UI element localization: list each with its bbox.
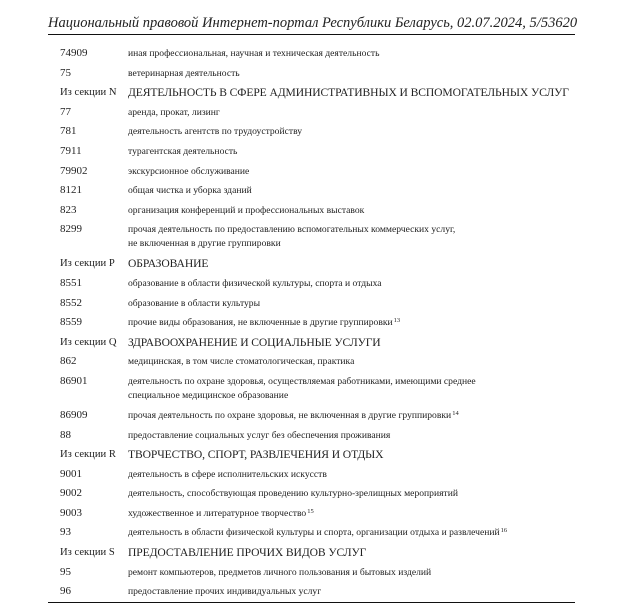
section-title: ЗДРАВООХРАНЕНИЕ И СОЦИАЛЬНЫЕ УСЛУГИ [128, 335, 381, 349]
table-row [48, 220, 575, 254]
section-title: ТВОРЧЕСТВО, СПОРТ, РАЗВЛЕЧЕНИЯ И ОТДЫХ [128, 448, 384, 462]
row-code: 8552 [60, 296, 82, 309]
table-row [48, 122, 575, 142]
table-row [48, 426, 575, 446]
row-description [128, 372, 575, 406]
row-code: 86909 [60, 408, 88, 421]
section-label: Из секции P [60, 258, 115, 270]
row-code: 93 [60, 526, 71, 539]
row-description: турагентская деятельность [128, 145, 238, 157]
row-code: 9001 [60, 467, 82, 480]
row-description [128, 313, 575, 330]
table-row [48, 582, 575, 603]
table-row [48, 484, 575, 504]
footnote-ref[interactable]: 16 [500, 527, 508, 535]
row-code: 95 [60, 565, 71, 578]
table-row [48, 294, 575, 314]
section-label: Из секции Q [60, 336, 117, 348]
section-label: Из секции S [60, 547, 115, 559]
row-description-text: прочие виды образования, не включенные в другие группировки [128, 317, 393, 329]
table-row [48, 406, 575, 426]
row-description-line-1: прочая деятельность по предоставлению вспомогательных коммерческих услуг, [128, 224, 456, 236]
row-code: 79902 [60, 164, 88, 177]
section-title: ПРЕДОСТАВЛЕНИЕ ПРОЧИХ ВИДОВ УСЛУГ [128, 546, 367, 560]
footnote-ref[interactable]: 14 [452, 409, 459, 417]
table-row [48, 523, 575, 543]
row-code: 8121 [60, 184, 82, 197]
section-row [48, 83, 575, 103]
row-code: 8299 [60, 223, 82, 236]
row-description-line-2: специальное медицинское образование [128, 389, 289, 401]
row-description-text: деятельность в области физической культуры и спорта, организации отдыха и развлечений [128, 527, 500, 539]
section-label: Из секции N [60, 87, 117, 99]
row-code: 9003 [60, 506, 82, 519]
section-label: Из секции R [60, 449, 116, 461]
row-code: 862 [60, 355, 77, 368]
row-description: общая чистка и уборка зданий [128, 185, 252, 197]
row-code: 88 [60, 428, 71, 441]
row-description: предоставление социальных услуг без обеспечения проживания [128, 429, 391, 441]
row-description-text: прочая деятельность по охране здоровья, не включенная в другие группировки [128, 409, 452, 421]
row-description: образование в области культуры [128, 297, 261, 309]
page-header [48, 12, 578, 35]
row-description [128, 523, 575, 540]
row-description [128, 406, 575, 423]
activity-codes-table [48, 44, 575, 603]
row-description: медицинская, в том числе стоматологическая, практика [128, 356, 355, 368]
header-title: Национальный правовой Интернет-портал Республики Беларусь, 02.07.2024, 5/53620 [48, 15, 578, 31]
table-row [48, 372, 575, 406]
row-description: иная профессиональная, научная и техническая деятельность [128, 48, 380, 59]
row-code: 8559 [60, 316, 82, 329]
row-description [128, 220, 575, 254]
section-title: ОБРАЗОВАНИЕ [128, 257, 209, 271]
table-row [48, 181, 575, 201]
row-code: 86901 [60, 374, 88, 387]
table-row [48, 465, 575, 485]
section-row [48, 333, 575, 353]
table-row [48, 103, 575, 123]
table-row [48, 142, 575, 162]
table-row [48, 64, 575, 84]
row-code: 7911 [60, 144, 82, 157]
table-row [48, 352, 575, 372]
row-code: 9002 [60, 487, 82, 500]
table-row [48, 162, 575, 182]
row-description: аренда, прокат, лизинг [128, 106, 220, 118]
table-row [48, 44, 575, 64]
section-row [48, 254, 575, 274]
table-row [48, 201, 575, 221]
row-description: деятельность в сфере исполнительских искусств [128, 468, 327, 480]
row-code: 77 [60, 105, 71, 118]
row-description: деятельность агентств по трудоустройству [128, 126, 303, 138]
table-row [48, 563, 575, 583]
row-description-line-1: деятельность по охране здоровья, осуществляемая работниками, имеющими среднее [128, 375, 476, 387]
table-row [48, 274, 575, 294]
row-code: 96 [60, 585, 71, 598]
row-code: 823 [60, 203, 77, 216]
row-description: ветеринарная деятельность [128, 67, 240, 79]
row-code: 781 [60, 125, 77, 138]
section-row [48, 445, 575, 465]
row-description-line-2: не включенная в другие группировки [128, 238, 281, 250]
row-description: деятельность, способствующая проведению культурно-зрелищных мероприятий [128, 488, 458, 500]
row-code: 8551 [60, 276, 82, 289]
row-description: ремонт компьютеров, предметов личного пользования и бытовых изделий [128, 566, 432, 578]
row-code: 74909 [60, 47, 88, 59]
table-row [48, 313, 575, 333]
footnote-ref[interactable]: 13 [393, 317, 401, 325]
row-description: предоставление прочих индивидуальных услуг [128, 586, 322, 598]
row-description: образование в области физической культуры, спорта и отдыха [128, 277, 382, 289]
section-row [48, 543, 575, 563]
row-description: организация конференций и профессиональных выставок [128, 204, 365, 216]
footnote-ref[interactable]: 15 [307, 507, 314, 515]
row-code: 75 [60, 66, 71, 79]
row-description [128, 504, 575, 521]
table-row [48, 504, 575, 524]
section-title: ДЕЯТЕЛЬНОСТЬ В СФЕРЕ АДМИНИСТРАТИВНЫХ И ВСПОМОГАТЕЛЬНЫХ УСЛУГ [128, 86, 569, 100]
row-description-text: художественное и литературное творчество [128, 507, 307, 519]
row-description: экскурсионное обслуживание [128, 165, 250, 177]
